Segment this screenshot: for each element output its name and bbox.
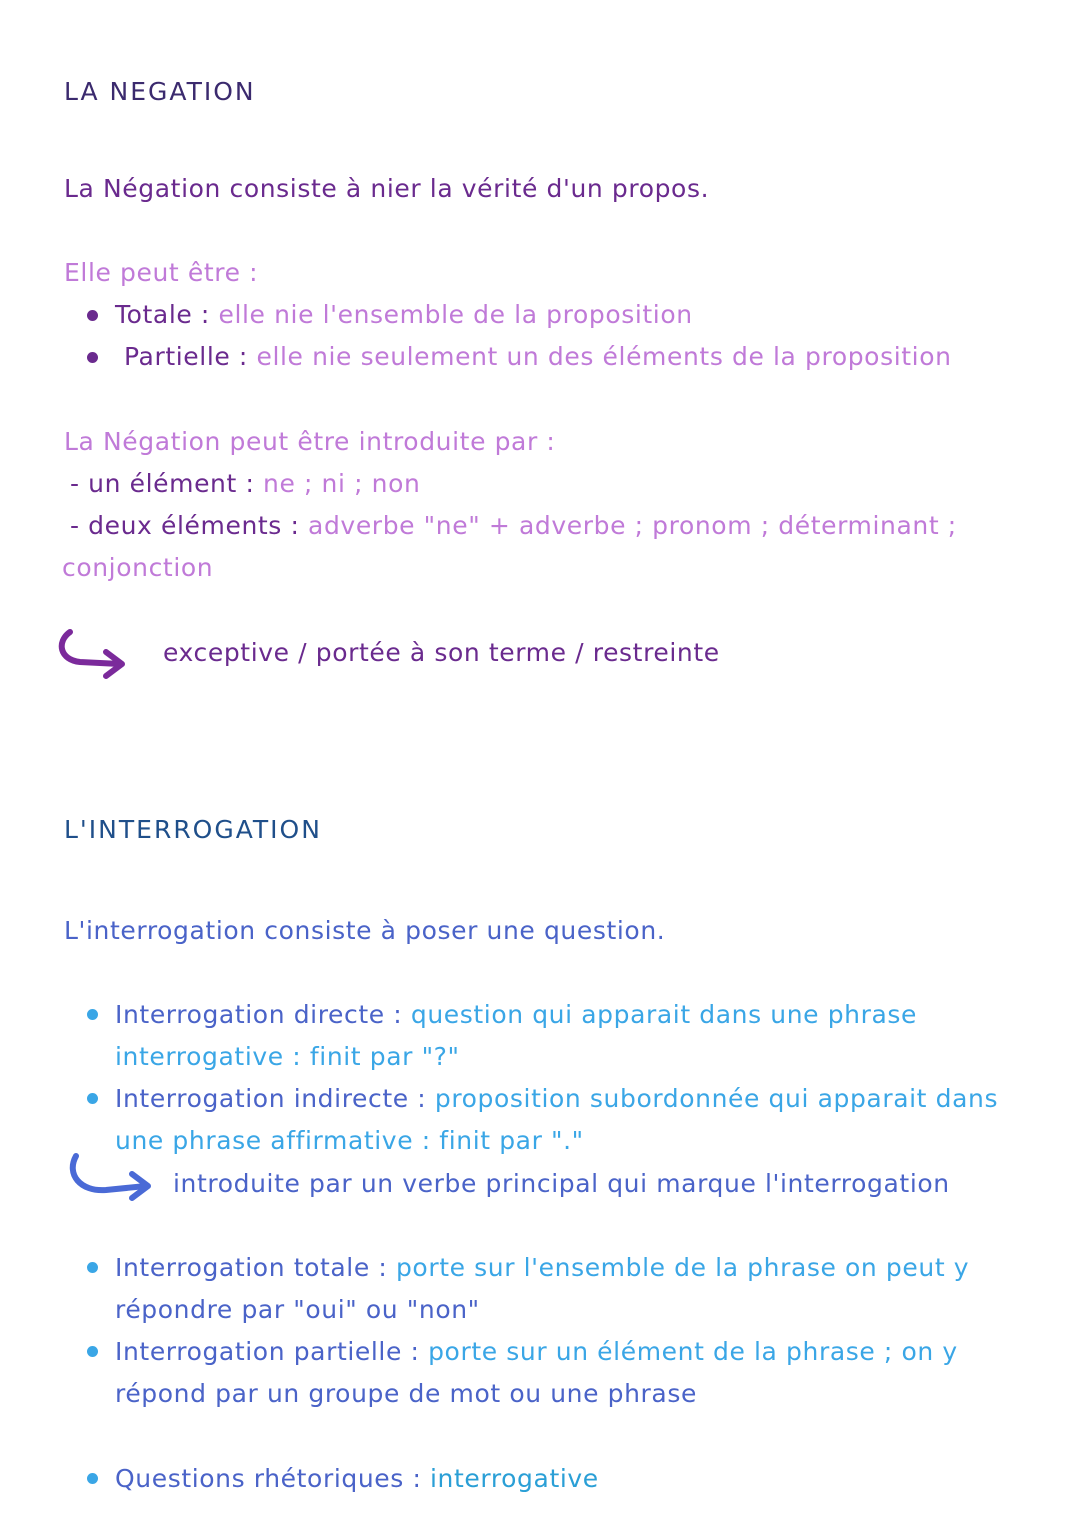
negation-two-elements (70, 511, 957, 541)
bullet-icon (87, 310, 98, 321)
two-elements-desc: adverbe "ne" + adverbe ; pronom ; déterminant ; (308, 511, 957, 540)
negation-arrow-text: exceptive / portée à son terme / restreinte (163, 638, 720, 667)
negation-type-desc: elle nie seulement un des éléments de la proposition (256, 342, 952, 371)
partielle-desc: porte sur un élément de la phrase ; on y (428, 1337, 958, 1366)
rhetorique-term: Questions rhétoriques : (115, 1464, 422, 1493)
totale-desc-cont: répondre par "oui" ou "non" (115, 1295, 480, 1324)
negation-type-desc: elle nie l'ensemble de la proposition (218, 300, 693, 329)
negation-intro: Elle peut être : (64, 258, 259, 287)
negation-one-element (70, 469, 420, 499)
direct-desc-cont: interrogative : finit par "?" (115, 1042, 460, 1071)
two-elements-continuation: conjonction (62, 553, 214, 582)
curved-arrow-icon (66, 1152, 156, 1208)
curved-arrow-icon (54, 628, 130, 680)
negation-type-total (115, 300, 693, 330)
negation-introduced-by: La Négation peut être introduite par : (64, 427, 556, 456)
two-elements-term: - deux éléments : (70, 511, 300, 540)
direct-desc: question qui apparait dans une phrase (410, 1000, 918, 1029)
one-element-desc: ne ; ni ; non (263, 469, 421, 498)
bullet-icon (87, 1093, 98, 1104)
indirect-desc-cont: une phrase affirmative : finit par "." (115, 1126, 584, 1155)
indirect-desc: proposition subordonnée qui apparait dans (434, 1084, 999, 1113)
indirect-arrow-text: introduite par un verbe principal qui marque l'interrogation (173, 1169, 950, 1198)
totale-term: Interrogation totale : (115, 1253, 388, 1282)
partielle-term: Interrogation partielle : (115, 1337, 420, 1366)
totale-desc: porte sur l'ensemble de la phrase on peut y (395, 1253, 970, 1282)
negation-definition: La Négation consiste à nier la vérité d'un propos. (64, 174, 710, 203)
negation-type-term: Totale : (115, 300, 210, 329)
rhetorique-desc: interrogative (430, 1464, 599, 1493)
interrogation-definition: L'interrogation consiste à poser une question. (64, 916, 666, 945)
indirect-term: Interrogation indirecte : (115, 1084, 427, 1113)
negation-title: LA NEGATION (64, 77, 256, 106)
interrogation-direct (115, 1000, 917, 1030)
negation-type-term: Partielle : (124, 342, 248, 371)
bullet-icon (87, 1346, 98, 1357)
negation-type-partial (124, 342, 952, 372)
interrogation-rhetorique (115, 1464, 599, 1494)
interrogation-title: L'INTERROGATION (64, 815, 322, 844)
bullet-icon (87, 1473, 98, 1484)
interrogation-totale (115, 1253, 969, 1283)
direct-term: Interrogation directe : (115, 1000, 403, 1029)
partielle-desc-cont: répond par un groupe de mot ou une phrase (115, 1379, 697, 1408)
bullet-icon (87, 1262, 98, 1273)
one-element-term: - un élément : (70, 469, 255, 498)
interrogation-indirect (115, 1084, 998, 1114)
bullet-icon (87, 1009, 98, 1020)
bullet-icon (87, 352, 98, 363)
interrogation-partielle (115, 1337, 958, 1367)
